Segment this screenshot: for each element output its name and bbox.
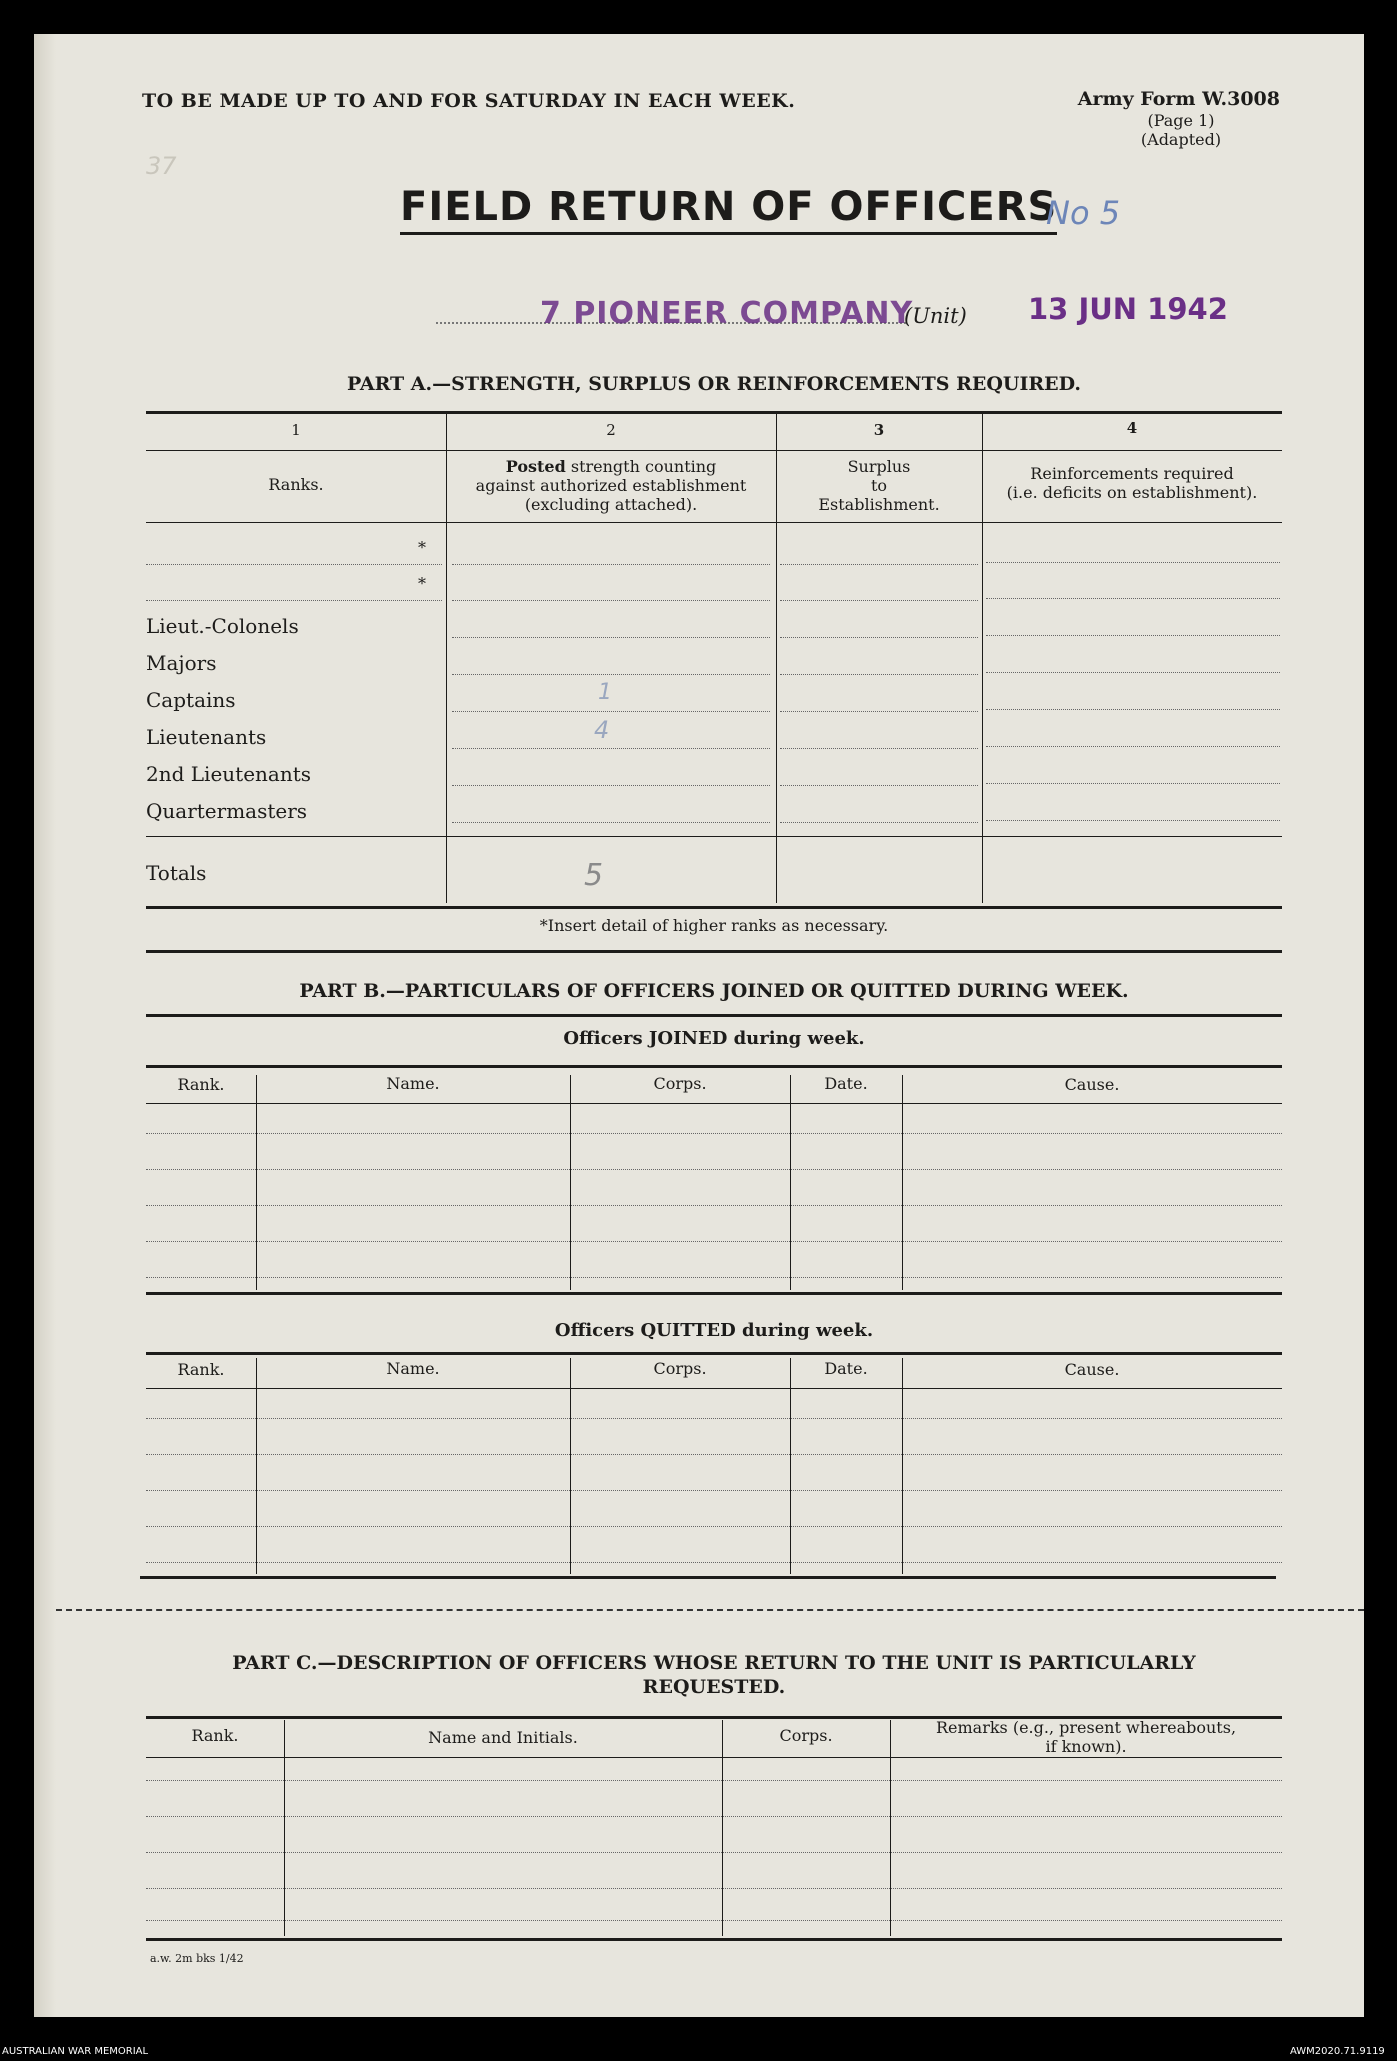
archive-id: AWM2020.71.9119 xyxy=(1290,2046,1385,2057)
part-c-remarks-header-2: if known). xyxy=(1045,1737,1127,1756)
dot-row xyxy=(452,711,770,712)
part-c-header-rule xyxy=(146,1757,1282,1758)
dot-row xyxy=(146,1169,1282,1170)
quitted-header-rule xyxy=(146,1388,1282,1389)
print-code: a.w. 2m bks 1/42 xyxy=(150,1952,244,1965)
rank-quartermasters: Quartermasters xyxy=(146,799,308,823)
unit-stamp: 7 PIONEER COMPANY xyxy=(540,296,914,331)
star-mark: * xyxy=(418,538,426,557)
dot-row xyxy=(146,1205,1282,1206)
dot-row xyxy=(452,637,770,638)
joined-vline-1 xyxy=(256,1075,257,1290)
dot-row xyxy=(986,598,1280,599)
col-number-3: 3 xyxy=(873,421,885,439)
paper-edge xyxy=(34,34,56,2017)
reinforcements-header-1: Reinforcements required xyxy=(1030,464,1234,483)
part-c-heading-line1: PART C.—DESCRIPTION OF OFFICERS WHOSE RETURN TO THE UNIT IS PARTICULARLY xyxy=(232,1652,1196,1674)
posted-strength-line3: (excluding attached). xyxy=(524,495,698,514)
joined-bottom-rule xyxy=(146,1292,1282,1295)
handwritten-totals-value: 5 xyxy=(584,858,604,893)
dot-row xyxy=(146,1920,1282,1921)
part-c-name-header: Name and Initials. xyxy=(428,1728,578,1747)
part-b-heading: PART B.—PARTICULARS OF OFFICERS JOINED OR QUITTED DURING WEEK. xyxy=(299,980,1129,1002)
joined-vline-3 xyxy=(790,1075,791,1290)
surplus-header-2: to xyxy=(870,476,888,495)
joined-vline-4 xyxy=(902,1075,903,1290)
reinforcements-header-2: (i.e. deficits on establishment). xyxy=(1006,483,1258,502)
part-c-corps-header: Corps. xyxy=(779,1726,833,1745)
header-bottom-rule xyxy=(146,522,1282,523)
dot-row xyxy=(780,711,978,712)
ranks-header: Ranks. xyxy=(268,475,324,494)
dot-row xyxy=(146,1816,1282,1817)
dot-row xyxy=(146,1490,1282,1491)
star-mark: * xyxy=(418,574,426,593)
dot-row xyxy=(986,709,1280,710)
dot-row xyxy=(780,785,978,786)
dot-row xyxy=(986,783,1280,784)
date-stamp: 13 JUN 1942 xyxy=(1028,292,1228,326)
joined-cause-header: Cause. xyxy=(1064,1075,1120,1094)
dot-row xyxy=(986,746,1280,747)
dot-row xyxy=(146,1133,1282,1134)
part-a-top-rule xyxy=(146,411,1282,414)
archive-credit: AUSTRALIAN WAR MEMORIAL xyxy=(2,2046,149,2057)
dot-row xyxy=(986,672,1280,673)
form-name: Army Form W.3008 xyxy=(1077,88,1280,110)
joined-date-header: Date. xyxy=(824,1074,868,1093)
part-a-heading: PART A.—STRENGTH, SURPLUS OR REINFORCEMENTS REQUIRED. xyxy=(346,373,1082,395)
surplus-header-3: Establishment. xyxy=(818,495,940,514)
unit-label: (Unit) xyxy=(904,304,967,328)
part-a-vline-2 xyxy=(776,413,777,903)
totals-top-rule xyxy=(146,836,1282,837)
quitted-date-header: Date. xyxy=(824,1359,868,1378)
dot-row xyxy=(780,822,978,823)
dot-row xyxy=(452,564,770,565)
part-a-vline-3 xyxy=(982,413,983,903)
quitted-vline-4 xyxy=(902,1358,903,1574)
rank-captains: Captains xyxy=(146,688,236,712)
surplus-header-1: Surplus xyxy=(847,457,911,476)
rank-lieutenants: Lieutenants xyxy=(146,725,267,749)
col-number-2: 2 xyxy=(606,421,616,439)
dot-row xyxy=(146,1562,1282,1563)
dot-row xyxy=(146,564,442,565)
part-b-rule xyxy=(146,1014,1282,1017)
quitted-vline-3 xyxy=(790,1358,791,1574)
dot-row xyxy=(146,1454,1282,1455)
joined-vline-2 xyxy=(570,1075,571,1290)
col-number-rule xyxy=(146,450,1282,451)
dot-row xyxy=(146,1526,1282,1527)
dot-row xyxy=(146,1418,1282,1419)
quitted-top-rule xyxy=(146,1352,1282,1355)
quitted-corps-header: Corps. xyxy=(653,1359,707,1378)
quitted-vline-1 xyxy=(256,1358,257,1574)
dot-row xyxy=(780,637,978,638)
rank-2nd-lieutenants: 2nd Lieutenants xyxy=(146,762,312,786)
dot-row xyxy=(452,600,770,601)
form-title: FIELD RETURN OF OFFICERS xyxy=(400,184,1057,235)
handwritten-mark: 37 xyxy=(146,152,177,180)
quitted-name-header: Name. xyxy=(386,1359,440,1378)
rank-lieut-colonels: Lieut.-Colonels xyxy=(146,614,299,638)
dot-row xyxy=(146,1277,1282,1278)
part-c-remarks-header-1: Remarks (e.g., present whereabouts, xyxy=(935,1718,1237,1737)
dot-row xyxy=(146,1241,1282,1242)
posted-strength-line2: against authorized establishment xyxy=(475,476,747,495)
rank-majors: Majors xyxy=(146,651,217,675)
dot-row xyxy=(452,822,770,823)
perforation-line xyxy=(56,1609,1364,1611)
dot-row xyxy=(780,748,978,749)
part-c-vline-3 xyxy=(890,1720,891,1936)
dot-row xyxy=(780,564,978,565)
part-c-heading-line2: REQUESTED. xyxy=(642,1676,786,1698)
joined-header-rule xyxy=(146,1103,1282,1104)
col-number-4: 4 xyxy=(1126,419,1138,437)
page-number: (Page 1) xyxy=(1147,111,1215,130)
posted-bold: Posted xyxy=(505,457,566,476)
joined-corps-header: Corps. xyxy=(653,1074,707,1093)
dot-row xyxy=(452,674,770,675)
joined-rank-header: Rank. xyxy=(177,1075,225,1094)
footnote-rule xyxy=(146,950,1282,953)
dot-row xyxy=(452,785,770,786)
dot-row xyxy=(146,1852,1282,1853)
dot-row xyxy=(146,600,442,601)
handwritten-number: No 5 xyxy=(1046,194,1121,232)
posted-rest: strength counting xyxy=(570,457,717,476)
totals-label: Totals xyxy=(146,861,207,885)
joined-heading: Officers JOINED during week. xyxy=(563,1028,865,1049)
joined-name-header: Name. xyxy=(386,1074,440,1093)
handwritten-captains-value: 1 xyxy=(598,680,612,705)
col-number-1: 1 xyxy=(291,421,301,439)
handwritten-lieutenants-value: 4 xyxy=(594,716,610,744)
dot-row xyxy=(780,600,978,601)
quitted-bottom-rule xyxy=(140,1576,1276,1579)
higher-ranks-footnote: *Insert detail of higher ranks as necessary. xyxy=(539,916,889,935)
adapted-note: (Adapted) xyxy=(1140,130,1222,149)
dot-row xyxy=(986,562,1280,563)
dot-row xyxy=(146,1780,1282,1781)
part-c-rank-header: Rank. xyxy=(191,1726,239,1745)
quitted-vline-2 xyxy=(570,1358,571,1574)
part-a-bottom-rule xyxy=(146,906,1282,909)
quitted-heading: Officers QUITTED during week. xyxy=(554,1320,874,1341)
posted-strength-header xyxy=(446,457,776,476)
part-a-vline-1 xyxy=(446,413,447,903)
part-c-vline-2 xyxy=(722,1720,723,1936)
part-c-vline-1 xyxy=(284,1720,285,1936)
dot-row xyxy=(146,1888,1282,1889)
dot-row xyxy=(452,748,770,749)
dot-row xyxy=(780,674,978,675)
joined-top-rule xyxy=(146,1065,1282,1068)
quitted-cause-header: Cause. xyxy=(1064,1360,1120,1379)
part-c-bottom-rule xyxy=(146,1938,1282,1941)
weekly-instruction: TO BE MADE UP TO AND FOR SATURDAY IN EACH WEEK. xyxy=(142,90,796,112)
dot-row xyxy=(986,635,1280,636)
dot-row xyxy=(986,820,1280,821)
quitted-rank-header: Rank. xyxy=(177,1360,225,1379)
